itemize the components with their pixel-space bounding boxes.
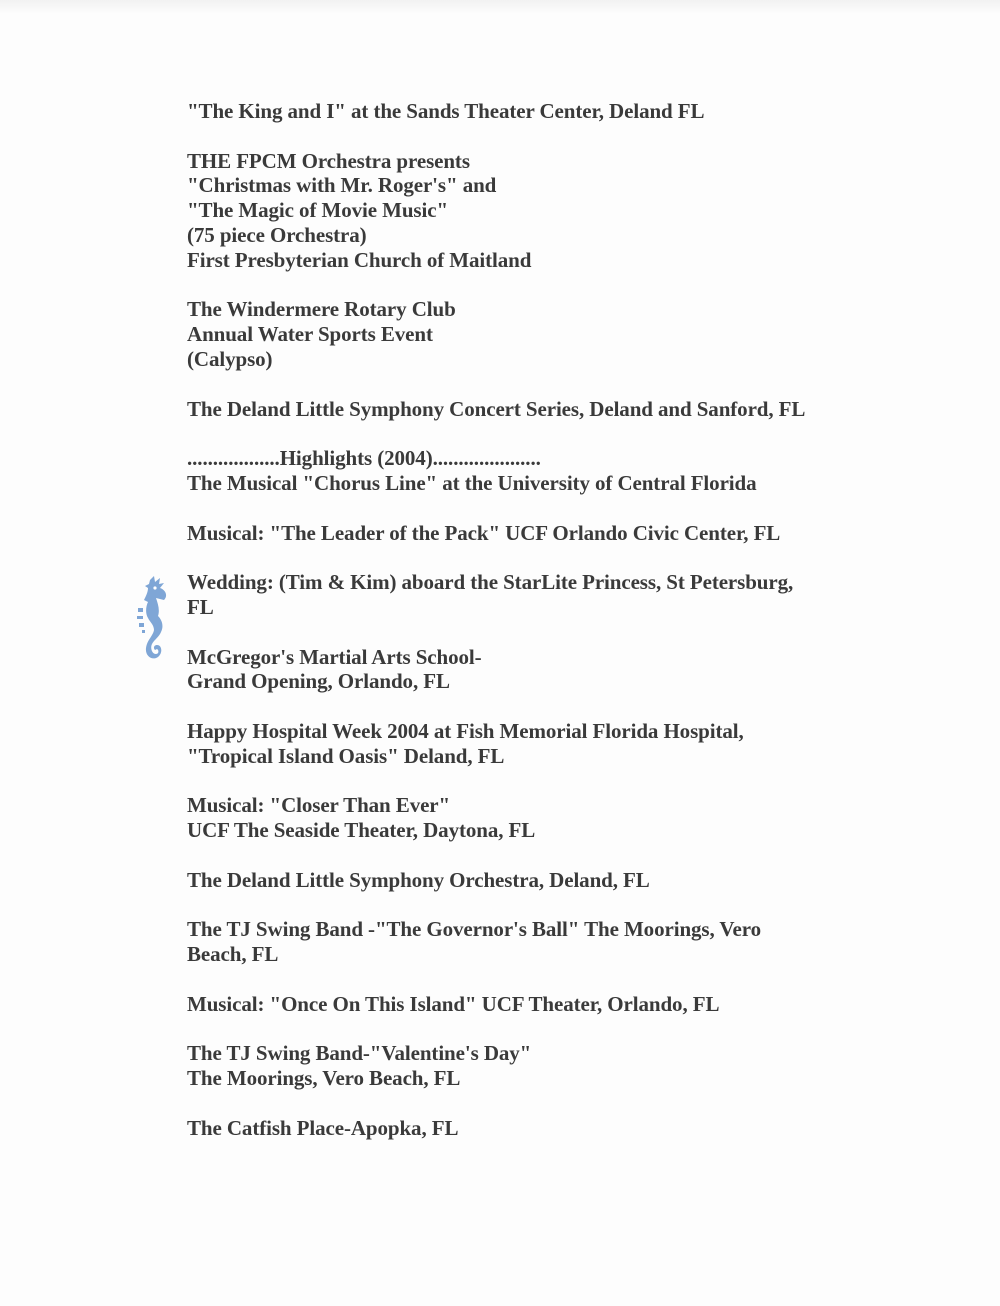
entry-spacer: [187, 273, 887, 298]
entry-line: ..................Highlights (2004).....................: [187, 446, 541, 471]
entry-line: FL: [187, 594, 214, 619]
entry-spacer: [187, 545, 887, 570]
entry-line: "The King and I" at the Sands Theater Center, Deland FL: [187, 99, 705, 123]
performance-entry: [187, 719, 887, 769]
entry-line: Happy Hospital Week 2004 at Fish Memorial Florida Hospital,: [187, 718, 744, 743]
entry-spacer: [187, 769, 887, 794]
entry-line: (75 piece Orchestra): [187, 222, 367, 247]
entry-line: The Moorings, Vero Beach, FL: [187, 1066, 461, 1091]
entry-line: "The Magic of Movie Music": [187, 198, 448, 223]
entry-line: Musical: "Once On This Island" UCF Theater, Orlando, FL: [187, 991, 720, 1016]
entry-spacer: [187, 496, 887, 521]
entry-line: McGregor's Martial Arts School-: [187, 644, 482, 669]
entry-spacer: [187, 694, 887, 719]
performance-entry: [187, 397, 887, 422]
performance-entry: [187, 1116, 887, 1141]
performance-entry: [187, 917, 887, 967]
entry-spacer: [187, 967, 887, 992]
performance-entry: [187, 793, 887, 843]
performance-entry: [187, 99, 887, 124]
entry-line: Musical: "The Leader of the Pack" UCF Orlando Civic Center, FL: [187, 520, 781, 545]
performance-entry: [187, 645, 887, 695]
entry-line: The Musical "Chorus Line" at the University of Central Florida: [187, 470, 757, 495]
performance-list: [187, 99, 887, 1140]
entry-line: The Deland Little Symphony Orchestra, Deland, FL: [187, 867, 650, 892]
performance-entry: [187, 1041, 887, 1091]
entry-line: (Calypso): [187, 346, 273, 371]
entry-line: Grand Opening, Orlando, FL: [187, 669, 450, 694]
entry-spacer: [187, 372, 887, 397]
entry-line: Wedding: (Tim & Kim) aboard the StarLite Princess, St Petersburg,: [187, 570, 794, 595]
entry-spacer: [187, 124, 887, 149]
performance-entry: [187, 446, 887, 496]
performance-entry: [187, 521, 887, 546]
entry-line: UCF The Seaside Theater, Daytona, FL: [187, 818, 536, 843]
entry-line: Musical: "Closer Than Ever": [187, 793, 451, 818]
entry-spacer: [187, 421, 887, 446]
performance-entry: [187, 570, 887, 620]
entry-line: THE FPCM Orchestra presents: [187, 148, 470, 173]
entry-line: "Christmas with Mr. Roger's" and: [187, 173, 497, 198]
entry-line: The TJ Swing Band -"The Governor's Ball" The Moorings, Vero: [187, 917, 762, 942]
entry-line: "Tropical Island Oasis" Deland, FL: [187, 743, 505, 768]
entry-line: The Deland Little Symphony Concert Series, Deland and Sanford, FL: [187, 396, 806, 421]
performance-entry: [187, 868, 887, 893]
entry-spacer: [187, 1091, 887, 1116]
scan-edge-shadow: [0, 0, 1000, 14]
performance-entry: [187, 992, 887, 1017]
entry-spacer: [187, 1016, 887, 1041]
entry-spacer: [187, 893, 887, 918]
entry-line: The Catfish Place-Apopka, FL: [187, 1115, 459, 1140]
seahorse-icon: [128, 574, 178, 662]
entry-line: Annual Water Sports Event: [187, 322, 433, 347]
entry-line: The TJ Swing Band-"Valentine's Day": [187, 1041, 532, 1066]
entry-spacer: [187, 843, 887, 868]
entry-line: The Windermere Rotary Club: [187, 297, 456, 322]
entry-spacer: [187, 620, 887, 645]
entry-line: Beach, FL: [187, 942, 279, 967]
performance-entry: [187, 297, 887, 371]
entry-line: First Presbyterian Church of Maitland: [187, 247, 532, 272]
performance-entry: [187, 149, 887, 273]
